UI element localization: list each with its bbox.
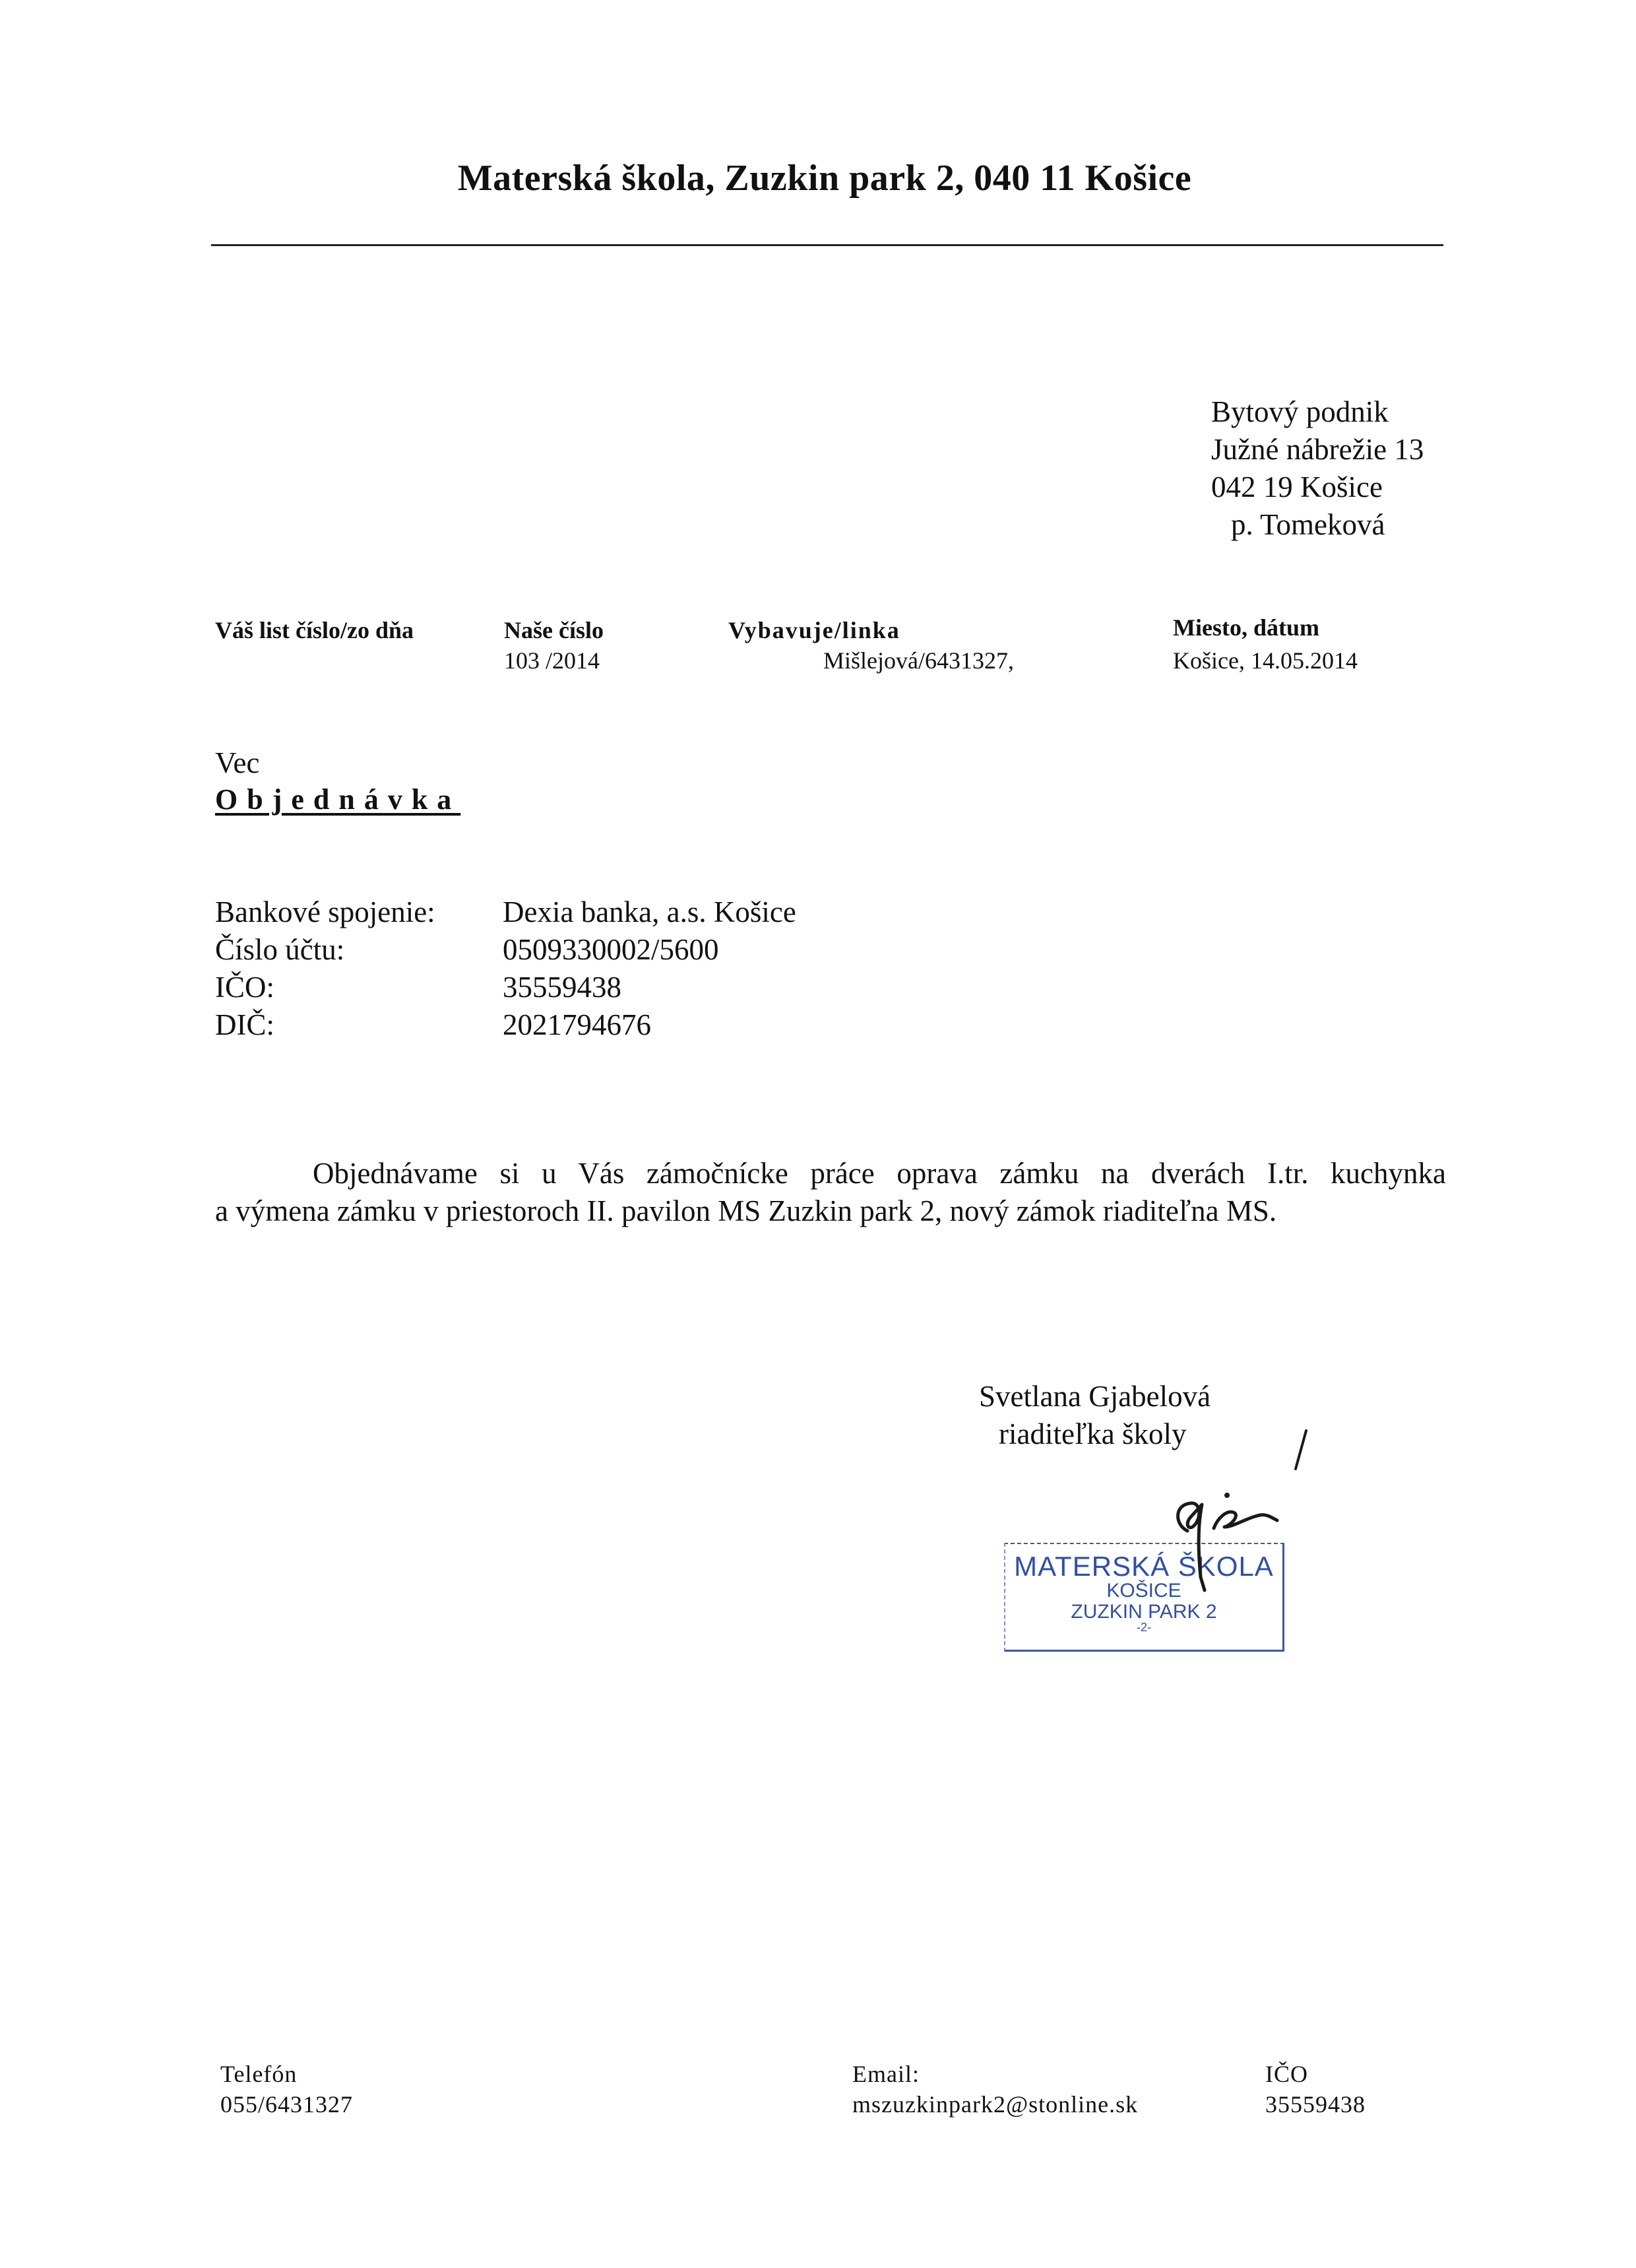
signer-block bbox=[979, 1378, 1211, 1453]
order-body-text bbox=[215, 1155, 1446, 1230]
subject-label: Vec bbox=[215, 746, 260, 779]
body-line-1: Objednávame si u Vás zámočnícke práce oprava zámku na dverách I.tr. kuchynka bbox=[313, 1157, 1446, 1190]
footer-email bbox=[852, 2059, 1138, 2120]
bank-row-value: Dexia banka, a.s. Košice bbox=[503, 895, 796, 928]
bank-row-label: Číslo účtu: bbox=[215, 933, 345, 966]
place-date-value: Košice, 14.05.2014 bbox=[1173, 647, 1358, 674]
signer-role: riaditeľka školy bbox=[999, 1417, 1187, 1450]
our-number-label: Naše číslo bbox=[504, 617, 604, 643]
letterhead-title: Materská škola, Zuzkin park 2, 040 11 Košice bbox=[457, 158, 1192, 199]
handled-by-value: Mišlejová/6431327, bbox=[823, 647, 1014, 674]
stamp-line-2: KOŠICE bbox=[1106, 1580, 1181, 1602]
our-number-value: 103 /2014 bbox=[504, 647, 600, 674]
footer-phone-label: Telefón bbox=[220, 2061, 298, 2087]
bank-row-label: Bankové spojenie: bbox=[215, 895, 435, 928]
your-letter-label: Váš list číslo/zo dňa bbox=[215, 617, 414, 643]
bank-row-value: 2021794676 bbox=[503, 1008, 651, 1041]
handwritten-tick-mark bbox=[1286, 1425, 1313, 1478]
handled-by-label: Vybavuje/linka bbox=[728, 617, 900, 643]
handwritten-signature bbox=[1161, 1478, 1293, 1610]
recipient-line-3: 042 19 Košice bbox=[1211, 470, 1383, 503]
signer-name: Svetlana Gjabelová bbox=[979, 1380, 1211, 1413]
stamp-line-1: MATERSKÁ ŠKOLA bbox=[1014, 1551, 1274, 1582]
footer-email-value: mszuzkinpark2@stonline.sk bbox=[852, 2091, 1139, 2118]
body-line-2: a výmena zámku v priestoroch II. pavilon MS Zuzkin park 2, nový zámok riaditeľna MS. bbox=[215, 1194, 1277, 1227]
header-divider bbox=[211, 244, 1443, 246]
stamp-line-3: ZUZKIN PARK 2 bbox=[1071, 1601, 1217, 1623]
footer-email-label: Email: bbox=[852, 2061, 920, 2087]
subject-title: Objednávka bbox=[215, 783, 461, 816]
recipient-line-1: Bytový podnik bbox=[1211, 395, 1389, 428]
footer-ico bbox=[1265, 2059, 1366, 2120]
bank-row-label: IČO: bbox=[215, 971, 274, 1004]
stamp-line-4: -2- bbox=[1137, 1621, 1151, 1634]
footer-ico-label: IČO bbox=[1265, 2061, 1308, 2087]
footer-phone bbox=[220, 2059, 353, 2120]
footer-phone-value: 055/6431327 bbox=[220, 2091, 354, 2118]
recipient-line-2: Južné nábrežie 13 bbox=[1211, 433, 1424, 466]
footer-ico-value: 35559438 bbox=[1265, 2091, 1366, 2118]
bank-row-value: 35559438 bbox=[503, 971, 621, 1004]
recipient-address bbox=[1211, 393, 1424, 544]
place-date-label: Miesto, dátum bbox=[1173, 614, 1319, 641]
bank-row-label: DIČ: bbox=[215, 1008, 274, 1041]
recipient-line-4: p. Tomeková bbox=[1231, 508, 1385, 541]
bank-row-value: 0509330002/5600 bbox=[503, 933, 719, 966]
